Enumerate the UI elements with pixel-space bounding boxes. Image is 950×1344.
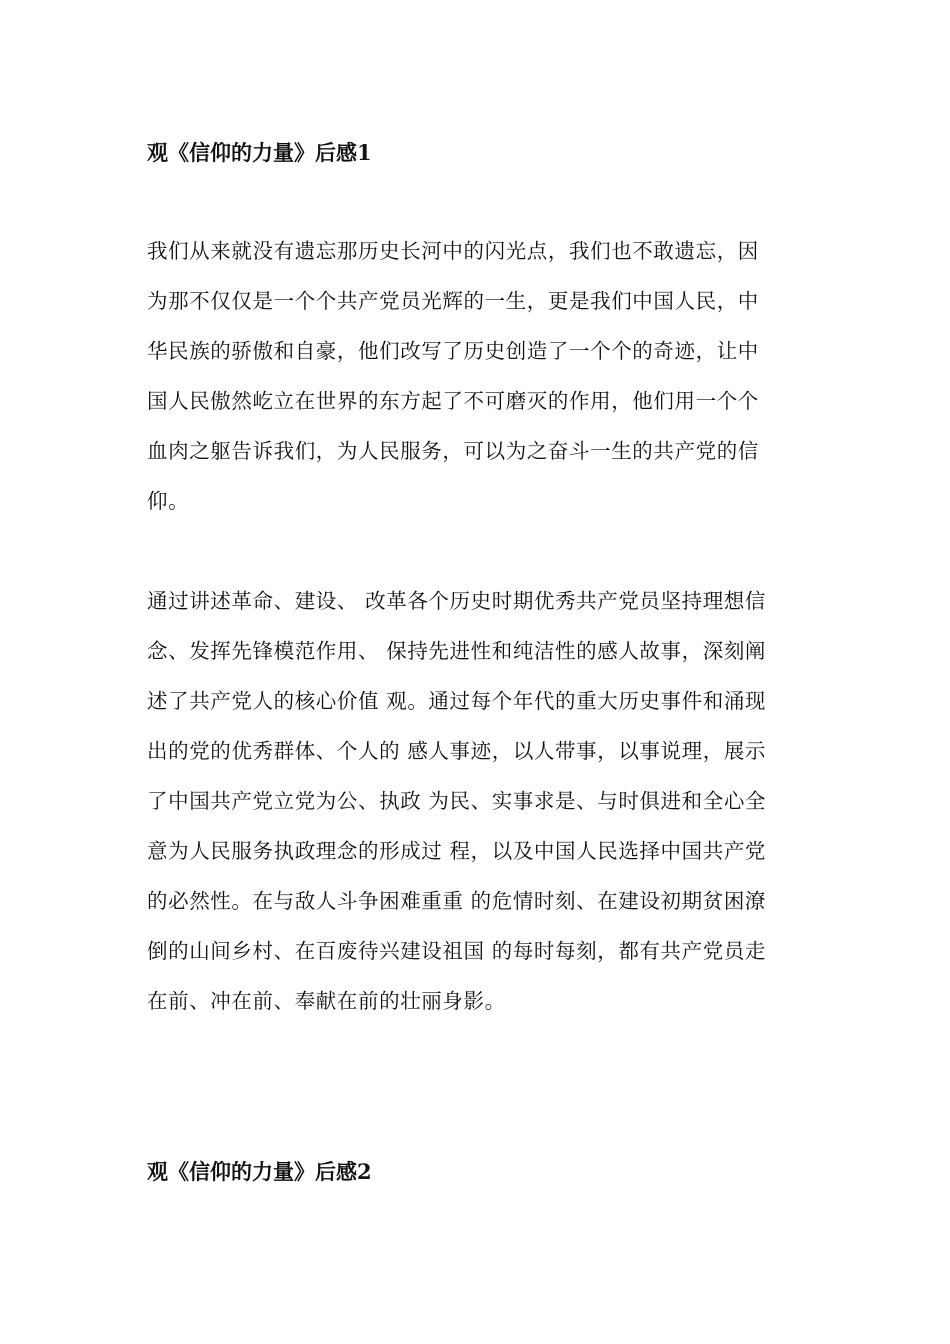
paragraph-line: 的必然性。在与敌人斗争困难重重 的危情时刻、在建设初期贫困潦 bbox=[147, 889, 767, 913]
paragraph-line: 倒的山间乡村、在百废待兴建设祖国 的每时每刻，都有共产党员走 bbox=[147, 939, 767, 963]
paragraph-line: 我们从来就没有遗忘那历史长河中的闪光点，我们也不敢遗忘，因 bbox=[147, 239, 759, 263]
essay-paragraph-1 bbox=[147, 226, 817, 526]
paragraph-line: 为那不仅仅是一个个共产党员光辉的一生，更是我们中国人民，中 bbox=[147, 289, 759, 313]
paragraph-line: 血肉之躯告诉我们，为人民服务，可以为之奋斗一生的共产党的信 bbox=[147, 439, 759, 463]
essay-title-2: 观《信仰的力量》后感2 bbox=[147, 1159, 372, 1184]
paragraph-line: 国人民傲然屹立在世界的东方起了不可磨灭的作用，他们用一个个 bbox=[147, 389, 759, 413]
paragraph-line: 通过讲述革命、建设、 改革各个历史时期优秀共产党员坚持理想信 bbox=[147, 589, 767, 613]
paragraph-line: 仰。 bbox=[147, 489, 190, 513]
essay-title-1: 观《信仰的力量》后感1 bbox=[147, 140, 372, 165]
paragraph-line: 了中国共产党立党为公、执政 为民、实事求是、与时俱进和全心全 bbox=[147, 789, 767, 813]
paragraph-line: 意为人民服务执政理念的形成过 程，以及中国人民选择中国共产党 bbox=[147, 839, 767, 863]
essay-paragraph-2 bbox=[147, 576, 817, 1026]
paragraph-line: 念、发挥先锋模范作用、 保持先进性和纯洁性的感人故事，深刻阐 bbox=[147, 639, 767, 663]
paragraph-line: 在前、冲在前、奉献在前的壮丽身影。 bbox=[147, 989, 506, 1013]
paragraph-line: 出的党的优秀群体、个人的 感人事迹，以人带事，以事说理，展示 bbox=[147, 739, 767, 763]
paragraph-line: 华民族的骄傲和自豪，他们改写了历史创造了一个个的奇迹，让中 bbox=[147, 339, 759, 363]
paragraph-line: 述了共产党人的核心价值 观。通过每个年代的重大历史事件和涌现 bbox=[147, 689, 767, 713]
